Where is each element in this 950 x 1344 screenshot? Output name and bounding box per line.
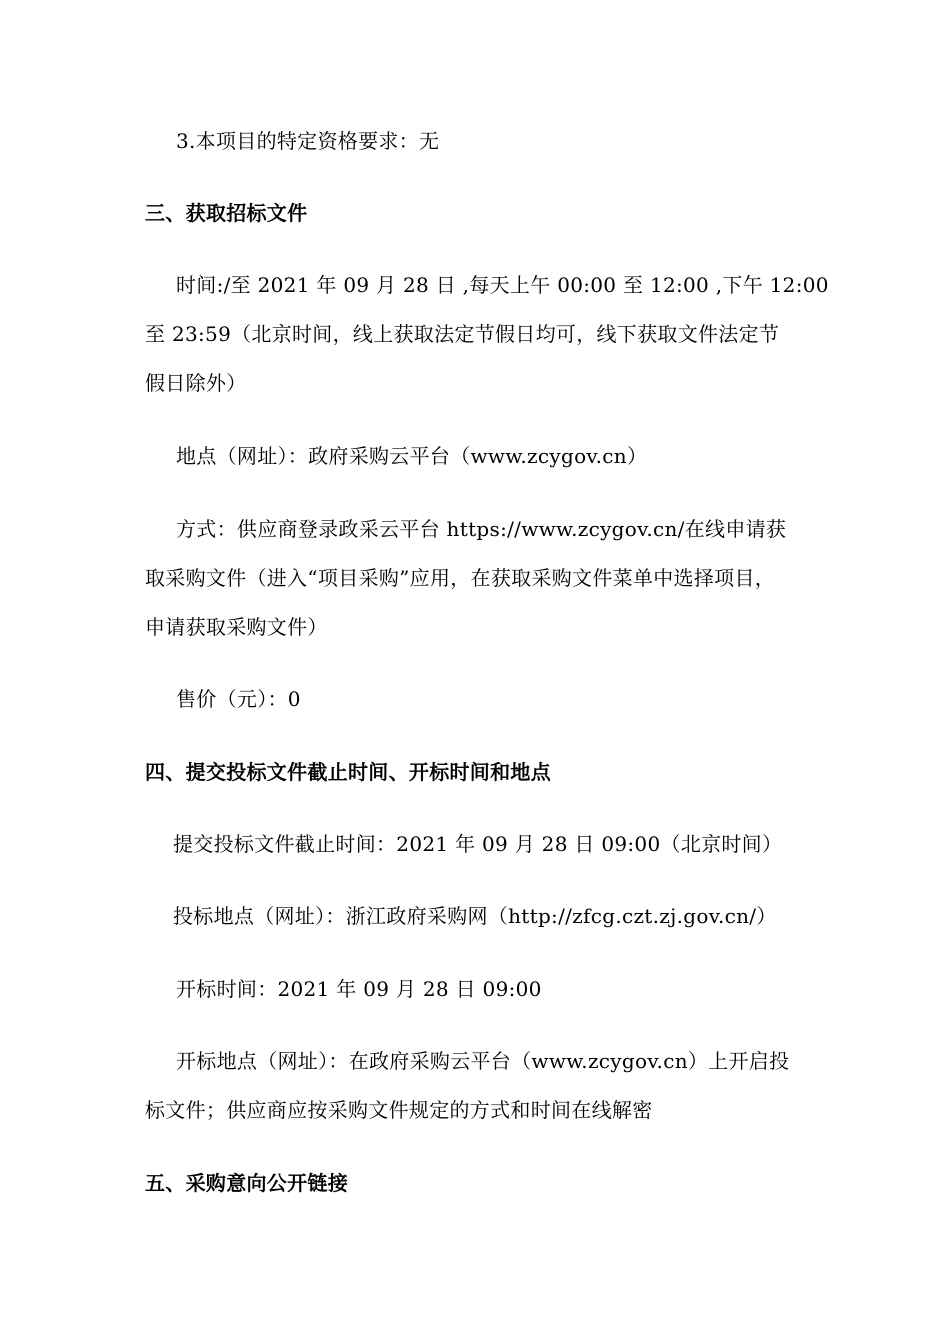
deadline-text: 提交投标文件截止时间：2021 年 09 月 28 日 09:00（北京时间） (173, 832, 783, 856)
time-line-2: 至 23:59（北京时间，线上获取法定节假日均可，线下获取文件法定节 (145, 322, 780, 346)
method-line-3: 申请获取采购文件） (145, 615, 328, 639)
method-line-1: 方式：供应商登录政采云平台 https://www.zcygov.cn/在线申请获 (176, 517, 787, 541)
section-5-heading: 五、采购意向公开链接 (145, 1171, 348, 1195)
section-4-heading: 四、提交投标文件截止时间、开标时间和地点 (145, 760, 551, 784)
price-text: 售价（元）：0 (176, 687, 301, 711)
opening-location-line-1: 开标地点（网址）：在政府采购云平台（www.zcygov.cn）上开启投 (176, 1049, 790, 1073)
opening-time-text: 开标时间：2021 年 09 月 28 日 09:00 (176, 977, 542, 1001)
opening-location-line-2: 标文件；供应商应按采购文件规定的方式和时间在线解密 (145, 1098, 653, 1122)
time-line-3: 假日除外） (145, 371, 247, 395)
qualification-text: 3.本项目的特定资格要求：无 (176, 129, 440, 153)
method-line-2: 取采购文件（进入“项目采购”应用，在获取采购文件菜单中选择项目， (145, 566, 776, 590)
section-3-heading: 三、获取招标文件 (145, 201, 308, 225)
time-line-1: 时间:/至 2021 年 09 月 28 日 ,每天上午 00:00 至 12:00 ,下午 12:00 (176, 273, 829, 297)
location-text: 地点（网址）：政府采购云平台（www.zcygov.cn） (176, 444, 648, 468)
bid-location-text: 投标地点（网址）：浙江政府采购网（http://zfcg.czt.zj.gov.cn/） (173, 904, 777, 928)
